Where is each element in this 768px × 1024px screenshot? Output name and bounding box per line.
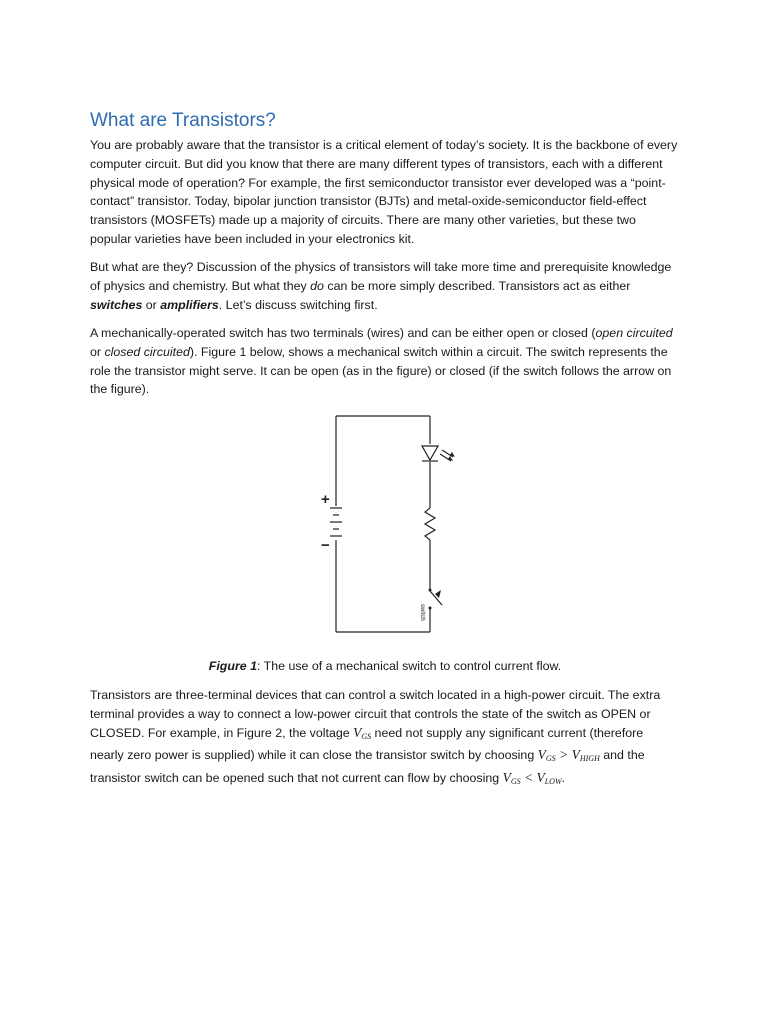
emphasis-do: do [310,278,324,293]
math-subscript: GS [510,777,521,787]
battery-minus-label: − [321,537,330,554]
switch-contact [429,589,432,592]
math-operator: < [520,770,537,786]
math-subscript: GS [545,754,556,764]
math-subscript: GS [361,731,372,741]
paragraph-what-are-they [90,258,680,314]
math-var: V [571,747,580,763]
text-run: and the transistor switch can be opened such that not current can flow by choosing [90,748,645,786]
page-title: What are Transistors? [90,110,276,131]
emphasis-switches: switches [90,297,143,312]
text-run: ). Figure 1 below, shows a mechanical switch within a circuit. The switch represents the role the transistor might serve. It can be open (as in the figure) or closed (if the switch follows the arrow on the figure). [90,344,672,397]
led-symbol [422,446,438,460]
text-run: Transistors are three-terminal devices that can control a switch located in a high-power circuit. The extra terminal provides a way to connect a low-power circuit that controls the state of the switch as OPEN or CLOSED. For example, in Figure 2, the voltage [90,688,661,740]
text-run: But what are they? Discussion of the physics of transistors will take more time and prerequisite knowledge of physics and chemistry. But what they [90,260,672,293]
text-run: or [90,344,105,359]
text-run: need not supply any significant current (therefore nearly zero power is supplied) while it can close the transistor switch by choosing [90,725,644,763]
math-vgs [353,725,371,740]
math-vgs [538,747,556,762]
math-var: V [353,724,362,740]
text-run: can be more simply described. Transistors act as either [323,278,631,293]
switch-arrow [435,590,441,598]
paragraph-three-terminal [90,686,680,792]
resistor-zigzag [425,508,435,540]
math-vlow [536,770,561,785]
figure-caption [90,657,680,675]
math-operator: > [555,747,572,763]
math-var: V [536,770,545,786]
math-var: V [537,747,546,763]
switch-contact [429,607,432,610]
text-run: . Let’s discuss switching first. [218,297,378,312]
text-run: . [561,771,566,786]
emphasis-open-circuited: open circuited [595,326,673,340]
caption-text: : The use of a mechanical switch to control current flow. [257,659,562,673]
switch-label: switch [419,604,425,621]
math-vhigh [572,747,600,762]
emphasis-closed-circuited: closed circuited [104,344,190,359]
battery-plus-label: + [321,491,330,508]
caption-label: Figure 1 [208,659,257,673]
paragraph-mechanical-switch [90,324,680,399]
paragraph-intro: You are probably aware that the transistor is a critical element of today’s society. It is the backbone of every computer circuit. But did you know that there are many different types of transistors, each with a different physical mode of operation? For example, the first semiconductor transistor ever developed was a “point-contact” transistor. Today, bipolar junction transistor (BJTs) and metal-oxide-semiconductor field-effect transistors (MOSFETs) made up a majority of circuits. There are many other varieties, but these two popular varieties have been included in your electronics kit. [90,138,678,246]
circuit-diagram [300,408,470,642]
text-run: or [142,297,161,312]
math-subscript: HIGH [579,754,600,764]
math-vgs [503,770,521,785]
emphasis-amplifiers: amplifiers [160,297,219,312]
math-var: V [502,770,511,786]
math-subscript: LOW [544,777,562,787]
text-run: A mechanically-operated switch has two terminals (wires) and can be either open or closed ( [90,326,596,340]
